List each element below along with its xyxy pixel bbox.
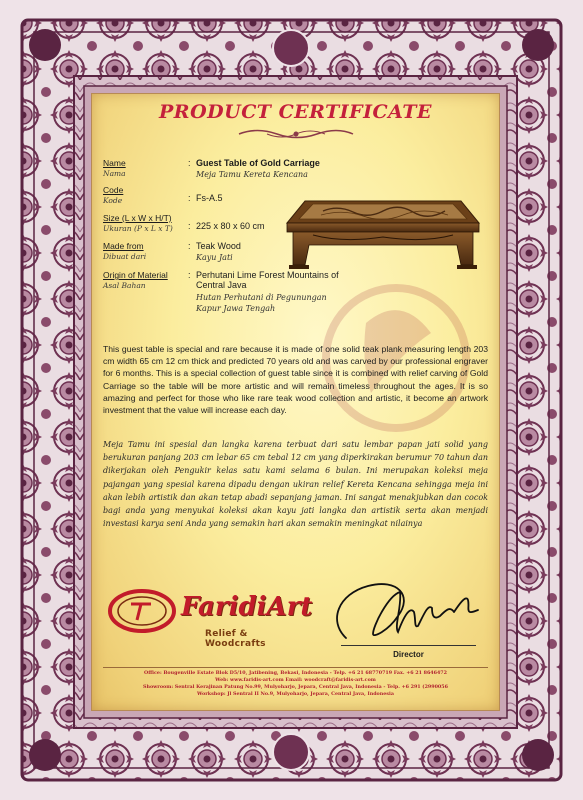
field-value: 225 x 80 x 60 cm (196, 221, 265, 231)
description-indonesian: Meja Tamu ini spesial dan langka karena terbuat dari satu lembar papan jati solid yang berukuran panjang 203 cm lebar 65 cm tebal 12 cm yang diperkirakan berumur 70 tahun dan dikerjakan oleh Pengukir kelas satu kami selama 6 bulan. Ini merupakan koleksi meja pajangan yang spesial karena dipadu dengan ukiran relief Kereta Kencana sehingga meja ini akan lebih artistik dan akan tetap abadi sepanjang jaman. Ini sangat menakjubkan dan cocok bagi anda yang menyukai koleksi akan kayu jati langka dan artistik serta akan menjadi investasi karya seni Anda yang semakin hari akan semakin meningkat nilainya (103, 440, 488, 529)
company-logo (107, 586, 313, 652)
field-label: Origin of Material (103, 270, 168, 280)
field-value: Guest Table of Gold Carriage (196, 158, 320, 168)
field-colon: : (188, 158, 191, 168)
logo-tagline: Relief & Woodcrafts (205, 629, 266, 649)
field-value-id: Meja Tamu Kereta Kencana (196, 170, 308, 179)
product-table-image (283, 193, 483, 273)
field-value-id: Kayu Jati (196, 253, 233, 262)
field-colon: : (188, 193, 191, 203)
director-signature (328, 576, 488, 646)
field-label: Code (103, 185, 124, 195)
field-colon: : (188, 270, 191, 280)
footer-office: Office: Bougenville Estate Blok D5/10, Jatibening, Bekasi, Indonesia - Telp. +6 21 68770719 Fax. +6 21 8646472 (144, 670, 447, 676)
field-value: Teak Wood (196, 241, 241, 251)
description-english: This guest table is special and rare because it is made of one solid teak plank measuring length 203 cm width 65 cm 12 cm thick and predicted 70 years old and was carved by our professional engraver for 6 months. This is a special collection of guest table since it is combined with relief carving of Gold Carriage so the table will be more artistic and will remain timeless throughout the ages. It is so amazing and perfect for those who like rare teak wood collection and artistic, it become an artwork investment that the value will increase each day. (103, 344, 488, 416)
field-label-id: Nama (103, 169, 126, 178)
field-label-id: Dibuat dari (103, 252, 147, 261)
field-label: Size (L x W x H/T) (103, 213, 172, 223)
field-value-id: Hutan Perhutani di Pegunungan Kapur Jawa Tengah (196, 293, 327, 313)
title-ornament (237, 127, 355, 141)
field-value: Perhutani Lime Forest Mountains of Central Java (196, 270, 339, 290)
signature-role: Director (393, 650, 424, 659)
field-colon: : (188, 241, 191, 251)
field-label-id: Ukuran (P x L x T) (103, 224, 173, 233)
footer-divider (103, 667, 488, 668)
field-label: Made from (103, 241, 144, 251)
field-colon: : (188, 221, 191, 231)
field-label-id: Asal Bahan (103, 281, 146, 290)
certificate-title: PRODUCT CERTIFICATE (159, 101, 432, 123)
footer-workshop: Workshop: Jl Sentral II No.9, Mulyoharjo, Jepara, Central Java, Indonesia (197, 691, 394, 697)
field-label: Name (103, 158, 126, 168)
logo-name: FaridiArt (181, 592, 313, 622)
company-address-footer (101, 670, 490, 698)
footer-showroom: Showroom: Sentral Kerajinan Patung No.99, Mulyoharjo, Jepara, Central Java, Indonesia - Telp. +6 291 (2990056 (143, 684, 448, 690)
signature-line (341, 645, 476, 646)
field-label-id: Kode (103, 196, 123, 205)
logo-emblem-icon (107, 586, 177, 636)
footer-web: Web: www.faridis-art.com Email: woodcraft@faridis-art.com (215, 677, 376, 683)
field-value: Fs-A.5 (196, 193, 223, 203)
certificate-panel (91, 93, 500, 711)
